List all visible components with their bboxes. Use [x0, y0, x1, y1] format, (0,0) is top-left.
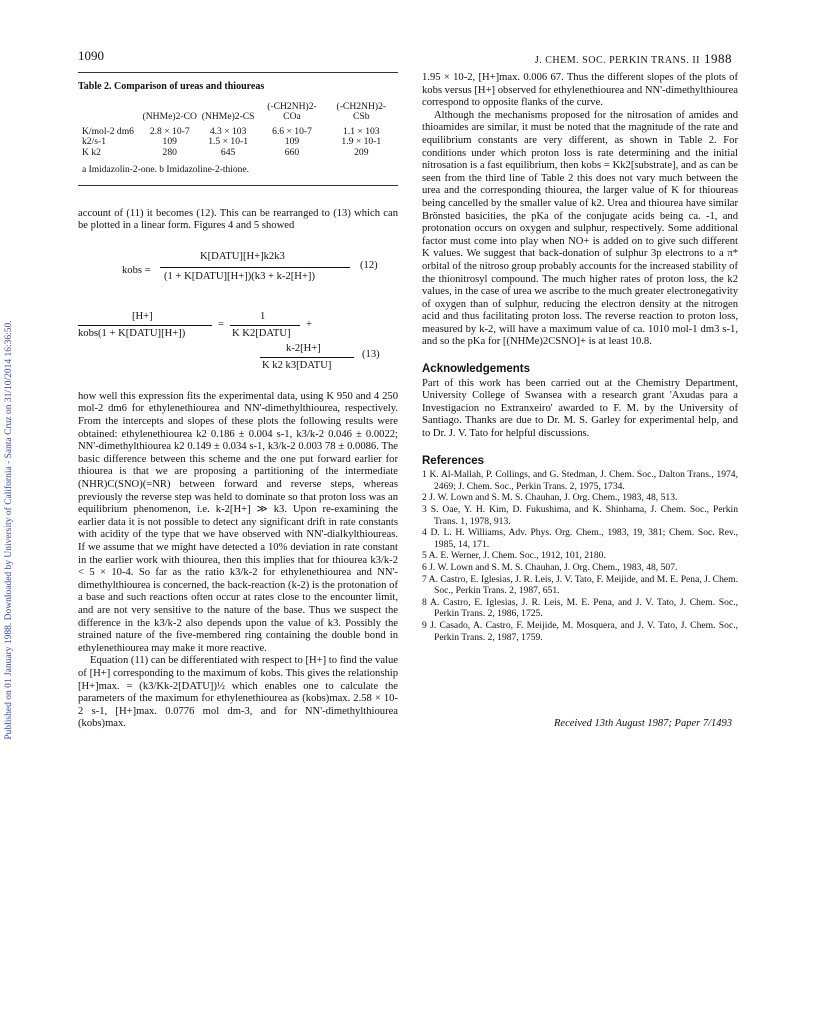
table-cell: 1.1 × 103 [343, 125, 380, 137]
reference-item: 1 K. Al-Mallah, P. Collings, and G. Stedman, J. Chem. Soc., Dalton Trans., 1974, 2469; J. Chem. Soc., Perkin Trans. 2, 1975, 1734. [422, 469, 738, 492]
row-label: K/mol-2 dm6 [82, 125, 134, 137]
table-cell: 645 [220, 146, 236, 158]
left-column [78, 72, 398, 731]
equation-12 [78, 243, 398, 305]
eq13-equals: = [218, 318, 224, 330]
page-number: 1090 [78, 48, 104, 63]
table-cell: 109 [162, 136, 177, 148]
equation-13 [78, 311, 398, 377]
eq12-denominator: (1 + K[DATU][H+])(k3 + k-2[H+]) [164, 270, 315, 282]
eq13-den1: kobs(1 + K[DATU][H+]) [78, 327, 186, 339]
col-header: (-CH2NH)2-CSb [336, 100, 387, 123]
reference-item: 8 A. Castro, E. Iglesias, J. R. Leis, M. E. Pena, and J. V. Tato, J. Chem. Soc., Perkin Trans. 2, 1986, 1725. [422, 596, 738, 620]
table-cell: 2.8 × 10-7 [149, 125, 190, 137]
paragraph: how well this expression fits the experimental data, using K 950 and 4 250 mol-2 dm6 for ethylenethiourea and NN'-dimethylthiourea, respectively. From the intercepts and slopes of these plots the following results were obtained: ethylenethiourea k2 0.186 ± 0.004 s-1, k3/k-2 0.046 ± 0.0022; NN'-dimethylthiourea k2 0.149 ± 0.034 s-1, k3/k-2 0.003 78 ± 0.0086. The basic difference between this scheme and the one put forward earlier for thiourea is that we are proposing a partitioning of the intermediate (NHR)C(SNO)(=NR) between forward and reverse steps, whereas previously the reverse step was held to dominate so that proton loss was an equilibrium phenomenon, i.e. k-2[H+] ≫ k3. Upon re-examining the earlier data it is not possible to detect any significant drift in rate constants with acidity of the type that we have observed with NN'-dialkylthioureas. If we assume that we might have detected a 10% deviation in rate constant in the earlier work with thiourea, then this implies that for thiourea k3/k-2 < 5 × 10-4. So far as the ratio k3/k-2 for ethylenethiourea and NN'-dimethylthiourea is concerned, the back-reaction (k-2) is the protonation of a base and such reactions often occur at rates close to the encounter limit, and are not very sensitive to the nature of the base. Thus we suspect the difference in the k3/k-2 also depends upon the value of k3. Possibly the strained nature of the five-membered ring containing the double bond in ethylenethiourea may make it more reactive. [78, 390, 398, 654]
table-cell: 209 [354, 146, 369, 158]
table-title: Comparison of ureas and thioureas [114, 81, 265, 92]
paragraph: 1.95 × 10-2, [H+]max. 0.006 67. Thus the different slopes of the plots of kobs versus [H+] observed for ethylenethiourea and NN'-dimethylthiourea correspond to opposite flanks of the curve. [422, 72, 738, 109]
table-cell: 1.5 × 10-1 [208, 136, 249, 148]
acknowledgements-text: Part of this work has been carried out at the Chemistry Department, University College of Swansea with a research grant 'Axudas para a Investigacion no Extranxeiro' awarded to F. M. by the University of Santiago. Thanks are due to Dr. M. S. Garley for experimental help, and to Dr. J. V. Tato for helpful discussions. [422, 377, 738, 440]
reference-item: 3 S. Oae, Y. H. Kim, D. Fukushima, and K. Shinhama, J. Chem. Soc., Perkin Trans. 1, 1978, 913. [422, 504, 738, 527]
watermark-text: Published on 01 January 1988. Downloaded by University of California - Santa Cruz on 31/10/2014 16:36:50. [4, 320, 14, 740]
reference-item: 2 J. W. Lown and S. M. S. Chauhan, J. Org. Chem., 1983, 48, 513. [422, 492, 678, 504]
received-date: Received 13th August 1987; Paper 7/1493 [554, 718, 732, 729]
table-bottom-rule [78, 185, 398, 186]
table-caption [78, 81, 398, 94]
table-cell: 6.6 × 10-7 [272, 125, 312, 137]
row-label: k2/s-1 [82, 136, 106, 148]
eq13-num2: 1 [260, 310, 266, 322]
eq12-lhs: kobs = [122, 264, 151, 276]
col-header: (NHMe)2-CS [201, 111, 255, 123]
journal-header [535, 51, 732, 67]
fraction-bar [160, 267, 350, 268]
table-cell: 109 [284, 136, 300, 148]
references-heading: References [422, 454, 485, 467]
reference-list [422, 469, 738, 643]
reference-item: 7 A. Castro, E. Iglesias, J. R. Leis, J. V. Tato, F. Meijide, and M. E. Pena, J. Chem. Soc., Perkin Trans. 2, 1987, 651. [422, 573, 738, 597]
table-cell: 280 [162, 146, 177, 158]
reference-item: 5 A. E. Werner, J. Chem. Soc., 1912, 101, 2180. [422, 550, 606, 562]
journal-name: J. CHEM. SOC. PERKIN TRANS. II [534, 55, 700, 66]
eq13-den3: K k2 k3[DATU] [262, 359, 332, 371]
fraction-bar [78, 325, 212, 326]
col-header: (NHMe)2-CO [142, 111, 197, 123]
eq13-num1: [H+] [132, 310, 153, 322]
right-column [422, 72, 738, 643]
paragraph: account of (11) it becomes (12). This can be rearranged to (13) which can be plotted in a linear form. Figures 4 and 5 showed [78, 207, 398, 232]
reference-item: 9 J. Casado, A. Castro, F. Meijide, M. Mosquera, and J. V. Tato, J. Chem. Soc., Perkin Trans. 2, 1987, 1759. [422, 619, 738, 643]
table-top-rule [78, 72, 398, 73]
table-footnote: a Imidazolin-2-one. b Imidazoline-2-thione. [82, 165, 249, 176]
table-cell: 660 [284, 146, 300, 158]
table-row [78, 148, 396, 159]
paragraph: Although the mechanisms proposed for the nitrosation of amides and thioamides are similar, it must be noted that the magnitude of the rate and equilibrium constants are very different, as shown in Table 2. For conditions under which proton loss is rate determining and the initial nitrosation is a fast equilibrium, then kobs = Kk2[substrate], and as can be seen from the third line of Table 2 this does not vary much between the urea and the corresponding thiourea, the larger value of K for thioureas being cancelled by the smaller value of k2. Urea and thiourea have similar Brönsted basicities, the pKa of the conjugate acids being ca. -1, and protonation occurs on oxygen and sulphur, respectively. Some additional factor must come into play when NO+ is added on to give such different K values. We suggest that back-donation of sulphur 3p electrons to a π* orbital of the nitroso group probably accounts for the increased stability of the thionitrosyl compound. The much higher rates of proton loss, the k2 values, in the case of urea we ascribe to the much greater electronegativity of oxygen than of sulphur, reducing the electron density at the nitrogen acid and thus facilitating proton loss. The reverse reaction to proton loss, measured by k-2, will have a maximum value of ca. 1010 mol-1 dm3 s-1, and so the pKa for [(NHMe)2CSNO]+ is at least 10.8. [422, 109, 738, 348]
eq13-num3: k-2[H+] [286, 342, 321, 354]
reference-item: 6 J. W. Lown and S. M. S. Chauhan, J. Org. Chem., 1983, 48, 507. [422, 561, 678, 573]
eq13-plus: + [306, 318, 312, 330]
comparison-table [78, 102, 396, 159]
eq13-number: (13) [362, 348, 380, 360]
row-label: K k2 [82, 146, 101, 158]
table-row [78, 137, 396, 148]
fraction-bar [230, 325, 300, 326]
download-watermark [2, 150, 16, 910]
fraction-bar [260, 357, 354, 358]
col-header: (-CH2NH)2-COa [267, 100, 317, 123]
table-cell: 1.9 × 10-1 [341, 136, 382, 148]
reference-item: 4 D. L. H. Williams, Adv. Phys. Org. Chem., 1983, 19, 381; Chem. Soc. Rev., 1985, 14, 171. [422, 527, 738, 550]
acknowledgements-heading: Acknowledgements [422, 363, 530, 376]
eq12-number: (12) [360, 259, 378, 271]
eq13-den2: K K2[DATU] [232, 327, 291, 339]
table-label: Table 2. [78, 81, 112, 92]
eq12-numerator: K[DATU][H+]k2k3 [200, 250, 285, 262]
table-cell: 4.3 × 103 [209, 125, 247, 137]
paragraph: Equation (11) can be differentiated with respect to [H+] to find the value of [H+] corresponding to the maximum of kobs. This gives the relationship [H+]max. = (k3/Kk-2[DATU])½ which enables one to calculate the parameters of the maximum for ethylenethiourea as (kobs)max. 2.58 × 10-2 s-1, [H+]max. 0.0776 mol dm-3, and for NN'-dimethylthiourea (kobs)max. [78, 655, 398, 730]
table-header-row [78, 102, 396, 123]
journal-year: 1988 [704, 51, 732, 66]
